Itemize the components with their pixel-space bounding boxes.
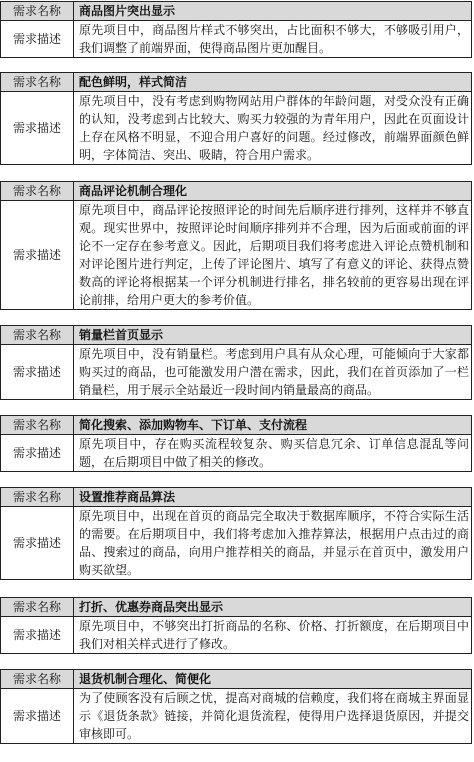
requirement-table-4 [0,325,472,400]
requirement-description: 原先项目中，不够突出打折商品的名称、价格、打折额度，在后期项目中我们对相关样式进行了修改。 [74,617,472,654]
requirement-description: 原先项目中，没有销量栏。考虑到用户具有从众心理，可能倾向于大家都购买过的商品，也可能激发用户潜在需求，因此，我们在首页添加了一栏销量栏，用于展示全站最近一段时间内销量最高的商品。 [74,345,472,400]
requirement-name-label: 需求名称 [1,488,74,507]
requirement-table-2 [0,72,472,165]
requirement-name-label: 需求名称 [1,416,74,435]
requirement-table-6 [0,487,472,580]
requirement-table-1 [0,1,472,58]
requirement-description-label: 需求描述 [1,92,74,165]
requirement-description-label: 需求描述 [1,689,74,744]
requirement-title: 商品图片突出显示 [74,2,472,21]
requirement-table-7 [0,597,472,654]
requirement-title: 打折、优惠券商品突出显示 [74,598,472,617]
requirement-description-label: 需求描述 [1,435,74,472]
requirement-description-label: 需求描述 [1,201,74,310]
requirement-name-label: 需求名称 [1,326,74,345]
requirement-title: 商品评论机制合理化 [74,182,472,201]
requirement-title: 设置推荐商品算法 [74,488,472,507]
requirement-description: 为了使顾客没有后顾之忧，提高对商城的信赖度，我们将在商城主界面显示《退货条款》链接，并简化退货流程，使得用户选择退货原因，并提交审核即可。 [74,689,472,744]
requirement-table-5 [0,415,472,472]
requirement-description-label: 需求描述 [1,617,74,654]
requirement-description-label: 需求描述 [1,345,74,400]
requirement-name-label: 需求名称 [1,182,74,201]
requirement-name-label: 需求名称 [1,2,74,21]
requirement-name-label: 需求名称 [1,73,74,92]
requirement-description-label: 需求描述 [1,507,74,580]
requirement-name-label: 需求名称 [1,670,74,689]
requirement-description: 原先项目中，商品图片样式不够突出，占比面积不够大，不够吸引用户，我们调整了前端界面，使得商品图片更加醒目。 [74,21,472,58]
requirement-description: 原先项目中，出现在首页的商品完全取决于数据库顺序，不符合实际生活的需要。在后期项目中，我们将考虑加入推荐算法，根据用户点击过的商品、搜索过的商品，向用户推荐相关的商品，并显示在首页中，激发用户购买欲望。 [74,507,472,580]
requirement-title: 简化搜索、添加购物车、下订单、支付流程 [74,416,472,435]
requirement-description: 原先项目中，存在购买流程较复杂、购买信息冗余、订单信息混乱等问题，在后期项目中做了相关的修改。 [74,435,472,472]
requirement-table-8 [0,669,472,744]
requirement-description: 原先项目中，没有考虑到购物网站用户群体的年龄问题，对受众没有正确的认知，没考虑到占比较大、购买力较强的为青年用户，因此在页面设计上存在风格不明显，不迎合用户喜好的问题。经过修改，前端界面颜色鲜明，字体简洁、突出、吸睛，符合用户需求。 [74,92,472,165]
requirement-description-label: 需求描述 [1,21,74,58]
requirement-description: 原先项目中，商品评论按照评论的时间先后顺序进行排列，这样并不够直观。现实世界中，按照评论时间顺序排列并不合理，因为后面或前面的评论不一定存在参考意义。因此，后期项目我们将考虑进入评论点赞机制和对评论图片进行判定，上传了评论图片、填写了有意义的评论、获得点赞数高的评论将根据某一个评分机制进行排名，排名较前的更容易出现在评论前排，给用户更大的参考价值。 [74,201,472,310]
requirement-name-label: 需求名称 [1,598,74,617]
requirement-title: 退货机制合理化、简便化 [74,670,472,689]
requirement-table-3 [0,181,472,310]
requirement-title: 配色鲜明，样式简洁 [74,73,472,92]
requirement-title: 销量栏首页显示 [74,326,472,345]
